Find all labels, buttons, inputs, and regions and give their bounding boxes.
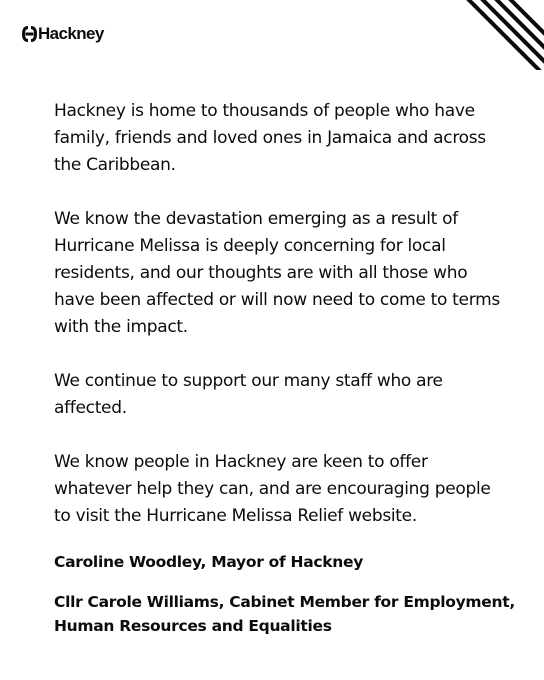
statement-paragraph: Hackney is home to thousands of people who have family, friends and loved ones in Jamaica and across the Caribbean. (54, 101, 486, 175)
statement-paragraph: We continue to support our many staff who are affected. (54, 371, 443, 418)
hackney-h-mark-icon (22, 26, 37, 42)
statement-paragraph: We know people in Hackney are keen to offer whatever help they can, and are encouraging people to visit the Hurricane Melissa Relief website. (54, 452, 491, 526)
signatory-cabinet-member: Cllr Carole Williams, Cabinet Member for Employment, Human Resources and Equalities (54, 593, 515, 635)
statement-body (54, 98, 506, 557)
corner-stripes (454, 0, 544, 70)
statement-paragraph: We know the devastation emerging as a result of Hurricane Melissa is deeply concerning for local residents, and our thoughts are with all those who have been affected or will now need to come to terms with the impact. (54, 209, 500, 337)
logo-wordmark: Hackney (38, 24, 104, 43)
signatory-mayor: Caroline Woodley, Mayor of Hackney (54, 553, 364, 571)
hackney-logo (22, 24, 104, 44)
